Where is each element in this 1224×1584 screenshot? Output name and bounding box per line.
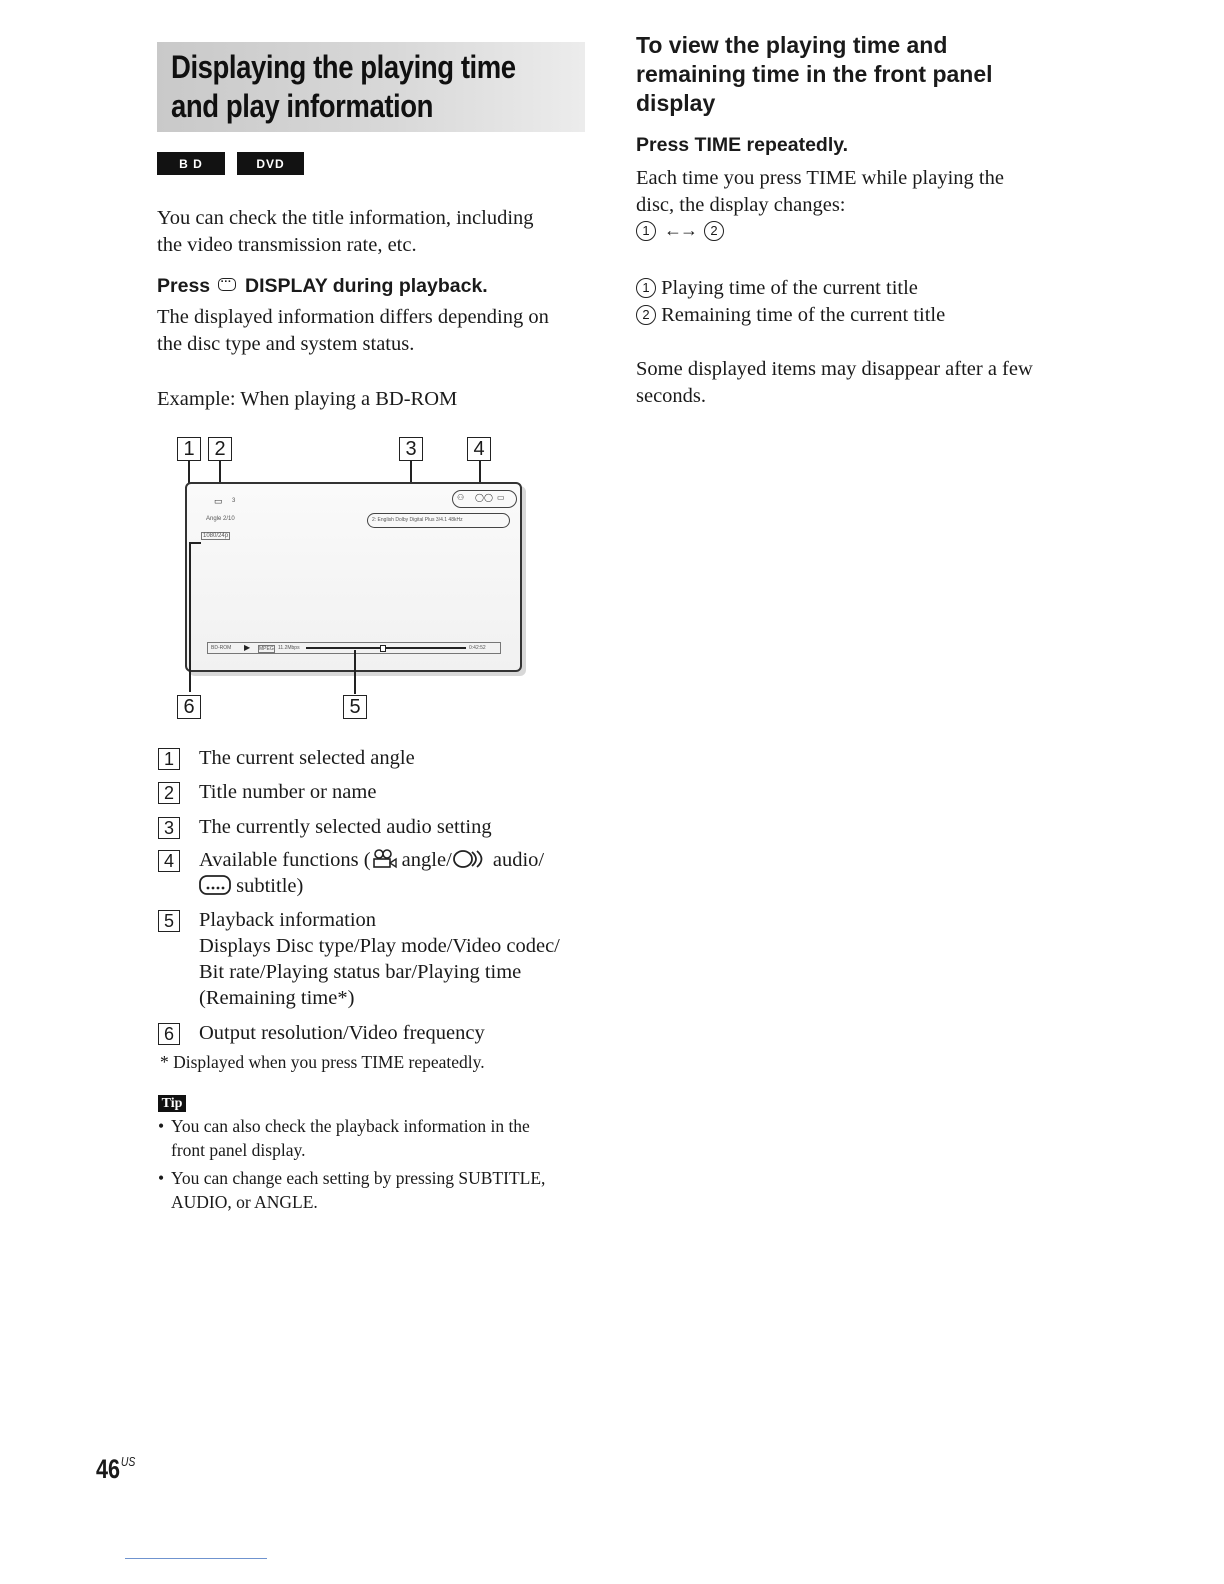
functions-pill (452, 490, 517, 508)
section-title: Displaying the playing time and play information (171, 49, 516, 124)
callout-3: 3 (399, 437, 423, 461)
screen-time: 0:42:52 (469, 645, 486, 651)
osd-diagram (170, 432, 540, 724)
screen-codec: MPEG (259, 646, 274, 652)
legend-num-3: 3 (158, 817, 180, 839)
screen-resolution: 1080/24p (203, 533, 229, 539)
legend-item (158, 779, 376, 805)
right-item (636, 275, 918, 302)
callout-2: 2 (208, 437, 232, 461)
tv-screen (185, 482, 522, 672)
callout-5: 5 (343, 695, 367, 719)
step-heading (157, 274, 488, 298)
angle-icon (371, 849, 397, 869)
legend-text-4 (199, 847, 599, 899)
dvd-badge: DVD (237, 152, 304, 175)
legend-item (158, 847, 599, 899)
right-note: Some displayed items may disappear after a few seconds. (636, 358, 1033, 407)
step-description: The displayed information differs depending on the disc type and system status. (157, 306, 549, 355)
intro-text: You can check the title information, including the video transmission rate, etc. (157, 207, 534, 256)
legend-num-2: 2 (158, 782, 180, 804)
legend-4-angle: angle/ (396, 849, 452, 871)
leader-6-tip (189, 542, 201, 544)
right-item-text-2: Remaining time of the current title (661, 304, 946, 326)
legend-item (158, 814, 492, 840)
page-number-value: 46 (96, 1454, 121, 1484)
right-step-heading: Press TIME repeatedly. (636, 134, 849, 156)
legend-num-1: 1 (158, 748, 180, 770)
leader-5 (354, 650, 356, 694)
bd-badge: B D (157, 152, 225, 175)
right-heading: To view the playing time and remaining time in the front panel display (636, 32, 993, 116)
right-item-num-2: 2 (636, 305, 656, 325)
tip-text-2: You can change each setting by pressing SUBTITLE, AUDIO, or ANGLE. (171, 1168, 546, 1212)
screen-angle: Angle 2/10 (206, 516, 235, 522)
cycle-second: 2 (704, 221, 724, 241)
bullet-dot: • (158, 1116, 165, 1136)
legend-num-4: 4 (158, 850, 180, 872)
section-title-banner (157, 42, 585, 132)
bottom-rule (125, 1558, 267, 1559)
callout-6: 6 (177, 695, 201, 719)
example-caption: Example: When playing a BD-ROM (157, 388, 458, 410)
display-button-icon (218, 278, 236, 291)
callout-4: 4 (467, 437, 491, 461)
callout-1: 1 (177, 437, 201, 461)
press-label: Press (157, 275, 211, 297)
bullet-dot: • (158, 1168, 165, 1188)
page-number (96, 1454, 135, 1485)
screen-bitrate: 11.2Mbps (278, 645, 300, 651)
tip-item (158, 1166, 598, 1214)
right-body: Each time you press TIME while playing the disc, the display changes: (636, 167, 1004, 216)
right-item-num-1: 1 (636, 278, 656, 298)
screen-disc-type: BD-ROM (211, 645, 232, 651)
right-item-text-1: Playing time of the current title (661, 277, 918, 299)
leader-6 (189, 542, 191, 692)
audio-icon (452, 849, 488, 869)
audio-function-icon: ◯◯ (475, 493, 493, 502)
legend-item (158, 907, 560, 1011)
page-number-suffix: US (120, 1454, 136, 1469)
title-number-icon: ▭ (214, 496, 223, 506)
angle-function-icon: ⚇ (457, 493, 465, 502)
right-item (636, 302, 945, 329)
cycle-arrow: ←→ (664, 220, 696, 240)
legend-item (158, 1020, 485, 1046)
tip-item (158, 1114, 598, 1162)
legend-num-5: 5 (158, 910, 180, 932)
legend-4-subtitle: subtitle) (231, 875, 304, 897)
progress-thumb (380, 645, 386, 652)
subtitle-function-icon: ▭ (497, 493, 505, 502)
progress-track (306, 647, 466, 649)
display-button-label: DISPLAY during playback. (244, 275, 488, 297)
display-cycle (636, 220, 724, 241)
legend-item (158, 745, 415, 771)
subtitle-icon (199, 874, 231, 896)
legend-num-6: 6 (158, 1023, 180, 1045)
screen-title-number: 3 (232, 498, 236, 504)
cycle-first: 1 (636, 221, 656, 241)
legend-text-2: Title number or name (199, 781, 377, 803)
legend-4-audio: audio/ (487, 849, 545, 871)
legend-text-3: The currently selected audio setting (199, 816, 492, 838)
legend-text-5: Playback information Displays Disc type/Play mode/Video codec/ Bit rate/Playing status bar/Playing time (Remaining time*) (199, 909, 560, 1009)
footnote: * Displayed when you press TIME repeatedly. (160, 1052, 485, 1072)
audio-pill (367, 513, 510, 528)
tip-badge: Tip (158, 1095, 186, 1112)
legend-text-6: Output resolution/Video frequency (199, 1022, 485, 1044)
play-icon: ▶ (244, 643, 251, 652)
legend-text-1: The current selected angle (199, 747, 415, 769)
legend-4-prefix: Available functions ( (199, 849, 371, 871)
screen-audio: 2: English Dolby Digital Plus 3/4.1 48kHz (372, 517, 463, 523)
tip-text-1: You can also check the playback information in the front panel display. (171, 1116, 530, 1160)
